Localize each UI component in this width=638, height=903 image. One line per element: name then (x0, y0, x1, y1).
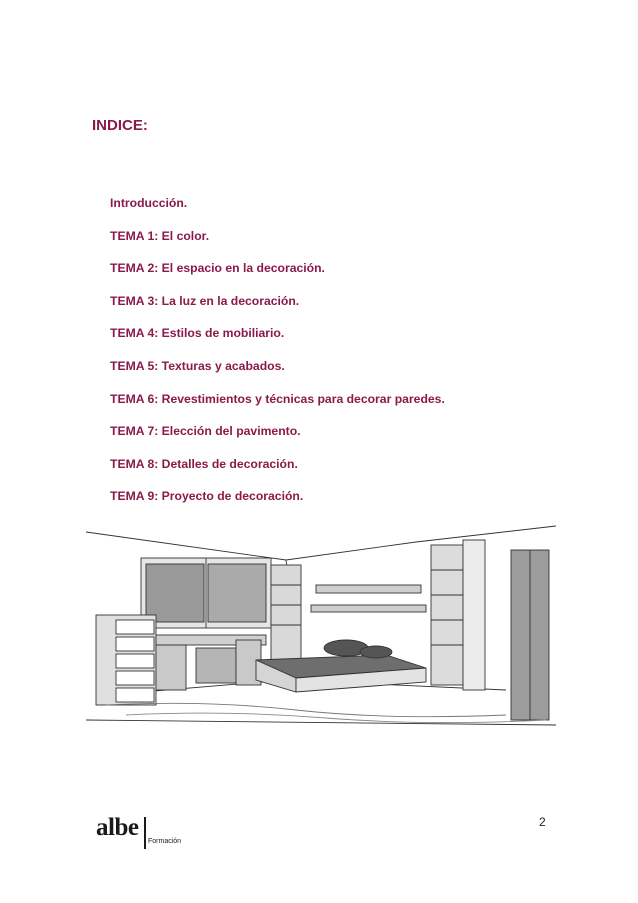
toc-item: TEMA 6: Revestimientos y técnicas para decorar paredes. (110, 391, 445, 406)
toc-item: TEMA 4: Estilos de mobiliario. (110, 326, 285, 341)
toc-item: TEMA 9: Proyecto de decoración. (110, 489, 304, 504)
albe-formacion-logo (96, 814, 196, 854)
toc-item: TEMA 7: Elección del pavimento. (110, 424, 301, 439)
toc-item: TEMA 3: La luz en la decoración. (110, 293, 300, 308)
toc-item: TEMA 5: Texturas y acabados. (110, 358, 285, 373)
toc-item: Introducción. (110, 196, 188, 210)
toc-item: TEMA 1: El color. (110, 228, 210, 243)
table-of-contents (110, 195, 445, 521)
page-number: 2 (539, 815, 546, 829)
logo-wordmark: albe (96, 814, 139, 841)
logo-divider (144, 817, 146, 849)
bedroom-sketch-illustration (86, 520, 556, 732)
toc-item: TEMA 2: El espacio en la decoración. (110, 261, 325, 276)
logo-subtitle: Formación (148, 838, 182, 845)
page-title: INDICE: (92, 117, 148, 134)
toc-item: TEMA 8: Detalles de decoración. (110, 456, 298, 471)
